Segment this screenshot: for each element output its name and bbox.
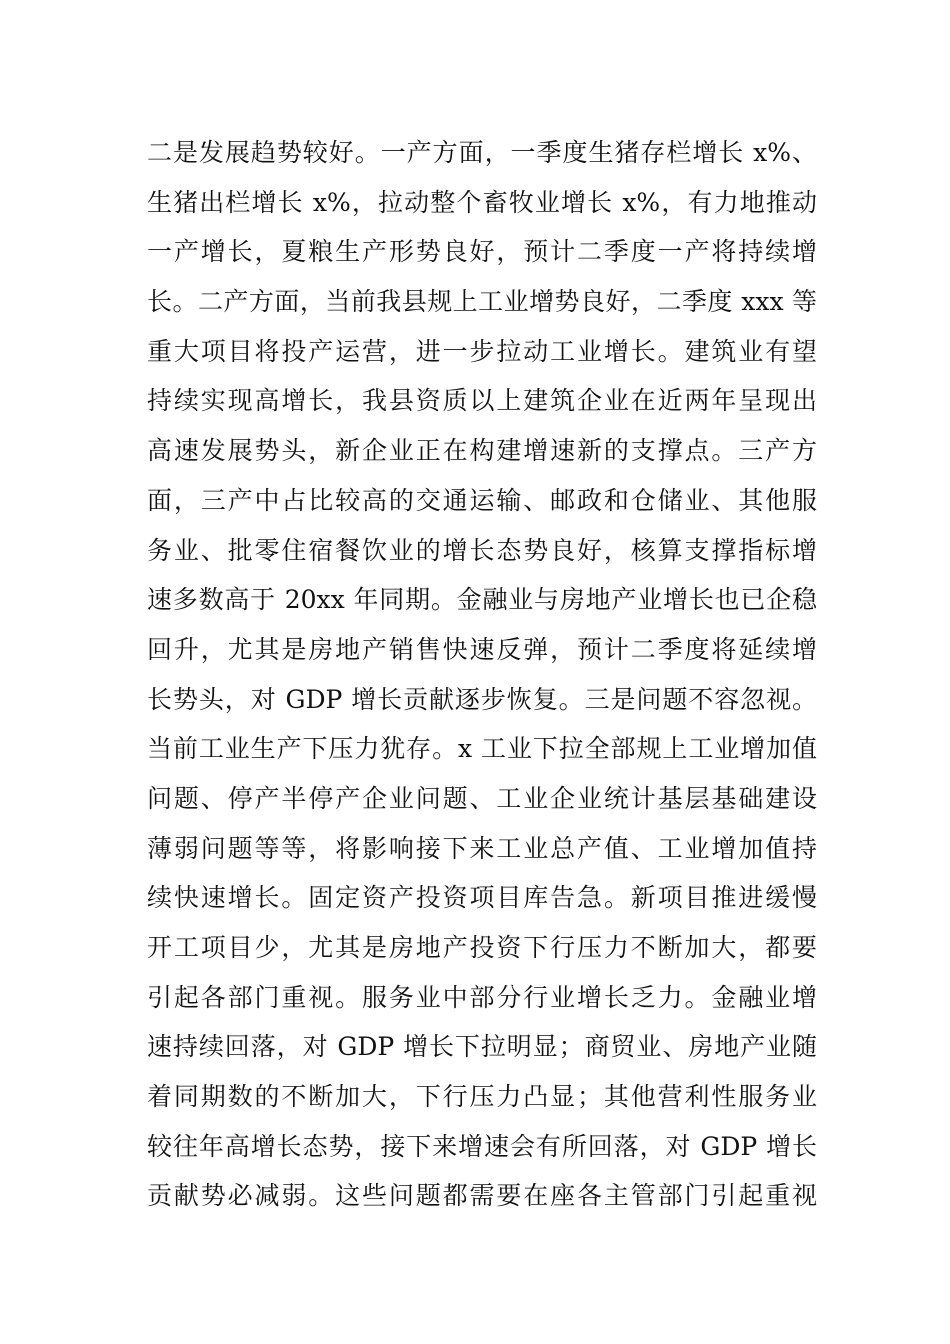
text-line-21: 较往年高增长态势，接下来增速会有所回落，对 GDP 增长 — [147, 1131, 817, 1161]
text-line-22: 贡献势必减弱。这些问题都需要在座各主管部门引起重视 — [147, 1181, 817, 1211]
text-line-12: 长势头，对 GDP 增长贡献逐步恢复。三是问题不容忽视。 — [147, 684, 817, 714]
text-line-19: 速持续回落，对 GDP 增长下拉明显；商贸业、房地产业随 — [147, 1032, 817, 1062]
text-line-20: 着同期数的不断加大，下行压力凸显；其他营利性服务业 — [147, 1082, 817, 1112]
text-line-10: 速多数高于 20xx 年同期。金融业与房地产业增长也已企稳 — [147, 585, 817, 615]
text-line-13: 当前工业生产下压力犹存。x 工业下拉全部规上工业增加值 — [147, 734, 817, 764]
text-line-11: 回升，尤其是房地产销售快速反弹，预计二季度将延续增 — [147, 634, 817, 664]
text-line-9: 务业、批零住宿餐饮业的增长态势良好，核算支撑指标增 — [147, 535, 817, 565]
text-line-6: 持续实现高增长，我县资质以上建筑企业在近两年呈现出 — [147, 386, 817, 416]
text-line-4: 长。二产方面，当前我县规上工业增势良好，二季度 xxx 等 — [147, 287, 817, 317]
text-line-7: 高速发展势头，新企业正在构建增速新的支撑点。三产方 — [147, 436, 817, 466]
text-line-1: 二是发展趋势较好。一产方面，一季度生猪存栏增长 x%、 — [147, 138, 817, 167]
text-line-3: 一产增长，夏粮生产形势良好，预计二季度一产将持续增 — [147, 237, 817, 267]
text-line-5: 重大项目将投产运营，进一步拉动工业增长。建筑业有望 — [147, 336, 817, 366]
text-line-14: 问题、停产半停产企业问题、工业企业统计基层基础建设 — [147, 783, 817, 813]
text-line-15: 薄弱问题等等，将影响接下来工业总产值、工业增加值持 — [147, 833, 817, 863]
text-line-16: 续快速增长。固定资产投资项目库告急。新项目推进缓慢 — [147, 883, 817, 913]
text-line-18: 引起各部门重视。服务业中部分行业增长乏力。金融业增 — [147, 982, 817, 1012]
text-line-2: 生猪出栏增长 x%，拉动整个畜牧业增长 x%，有力地推动 — [147, 187, 817, 217]
text-line-17: 开工项目少，尤其是房地产投资下行压力不断加大，都要 — [147, 933, 817, 962]
body-paragraph — [147, 128, 817, 1221]
text-line-8: 面，三产中占比较高的交通运输、邮政和仓储业、其他服 — [147, 485, 817, 515]
